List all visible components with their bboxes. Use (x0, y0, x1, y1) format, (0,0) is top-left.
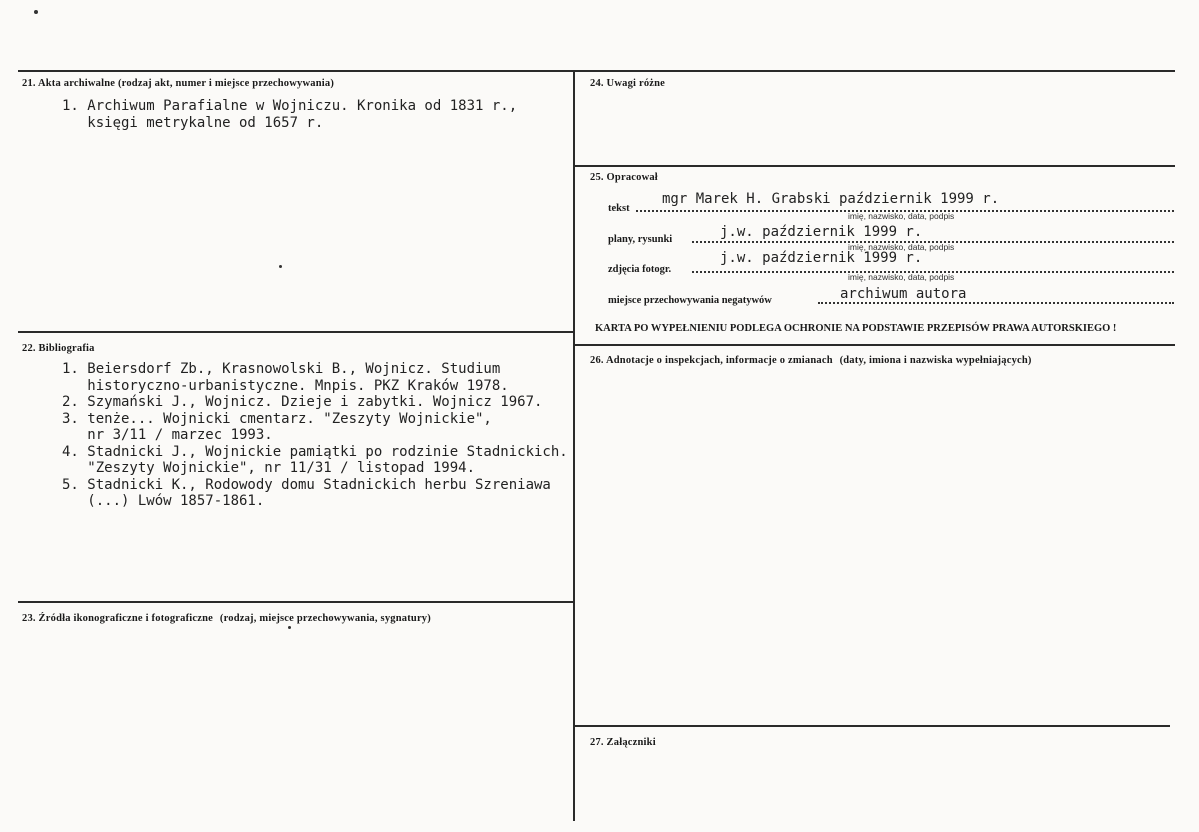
section-21-entry: 1. Archiwum Parafialne w Wojniczu. Kronika od 1831 r., księgi metrykalne od 1657 r. (62, 98, 518, 131)
bibliography-item: 1. Beiersdorf Zb., Krasnowolski B., Wojnicz. Studium historyczno-urbanistyczne. Mnpis. PKZ Kraków 1978. (62, 361, 509, 394)
field-tekst-value: mgr Marek H. Grabski październik 1999 r. (662, 191, 1000, 207)
section-26-sublabel: (daty, imiona i nazwiska wypełniających) (839, 355, 1032, 366)
copyright-notice: KARTA PO WYPEŁNIENIU PODLEGA OCHRONIE NA PODSTAWIE PRZEPISÓW PRAWA AUTORSKIEGO ! (595, 323, 1117, 334)
section-24-label: 24. Uwagi różne (590, 78, 666, 89)
rule-22-23 (18, 601, 574, 603)
section-27-label: 27. Załączniki (590, 737, 656, 748)
section-21-label (22, 78, 334, 89)
field-negatywy-value: archiwum autora (840, 286, 967, 302)
section-21-sublabel: (rodzaj akt, numer i miejsce przechowywania) (117, 78, 335, 89)
section-22-label: 22. Bibliografia (22, 343, 95, 354)
field-zdjecia-label: zdjęcia fotogr. (608, 264, 672, 275)
rule-21-22 (18, 331, 574, 333)
bibliography-item: 4. Stadnicki J., Wojnickie pamiątki po rodzinie Stadnickich. "Zeszyty Wojnickie", nr 11/31 / listopad 1994. (62, 443, 568, 476)
field-negatywy-line (818, 302, 1174, 304)
field-zdjecia-value: j.w. październik 1999 r. (720, 250, 923, 266)
bibliography-item: 3. tenże... Wojnicki cmentarz. "Zeszyty Wojnickie", nr 3/11 / marzec 1993. (62, 410, 492, 443)
section-23-label (22, 613, 431, 624)
section-26-label (590, 355, 1032, 366)
section-23-sublabel: (rodzaj, miejsce przechowywania, sygnatury) (219, 613, 431, 624)
field-negatywy-label: miejsce przechowywania negatywów (608, 295, 772, 306)
rule-26-27 (575, 725, 1170, 727)
field-plany-label: plany, rysunki (608, 234, 673, 245)
bibliography-item: 5. Stadnicki K., Rodowody domu Stadnickich herbu Szreniawa (...) Lwów 1857-1861. (62, 476, 551, 509)
field-plany-value: j.w. październik 1999 r. (720, 224, 923, 240)
field-tekst-label: tekst (608, 203, 630, 214)
section-23-title: 23. Źródła ikonograficzne i fotograficzne (22, 613, 214, 624)
rule-25-26 (575, 344, 1175, 346)
bibliography-item: 2. Szymański J., Wojnicz. Dzieje i zabytki. Wojnicz 1967. (62, 394, 543, 410)
field-zdjecia-hint: imię, nazwisko, data, podpis (848, 272, 955, 282)
stray-mark (34, 10, 38, 14)
section-25-label: 25. Opracował (590, 172, 658, 183)
section-21-title: 21. Akta archiwalne (22, 78, 116, 89)
stray-mark (279, 265, 282, 268)
field-tekst-hint: imię, nazwisko, data, podpis (848, 211, 955, 221)
field-plany-hint: imię, nazwisko, data, podpis (848, 242, 955, 252)
section-26-title: 26. Adnotacje o inspekcjach, informacje o zmianach (590, 355, 833, 366)
rule-24-25 (575, 165, 1175, 167)
bibliography-list (62, 361, 568, 510)
top-rule (18, 70, 1175, 72)
stray-mark (288, 626, 291, 629)
center-divider (573, 70, 575, 821)
